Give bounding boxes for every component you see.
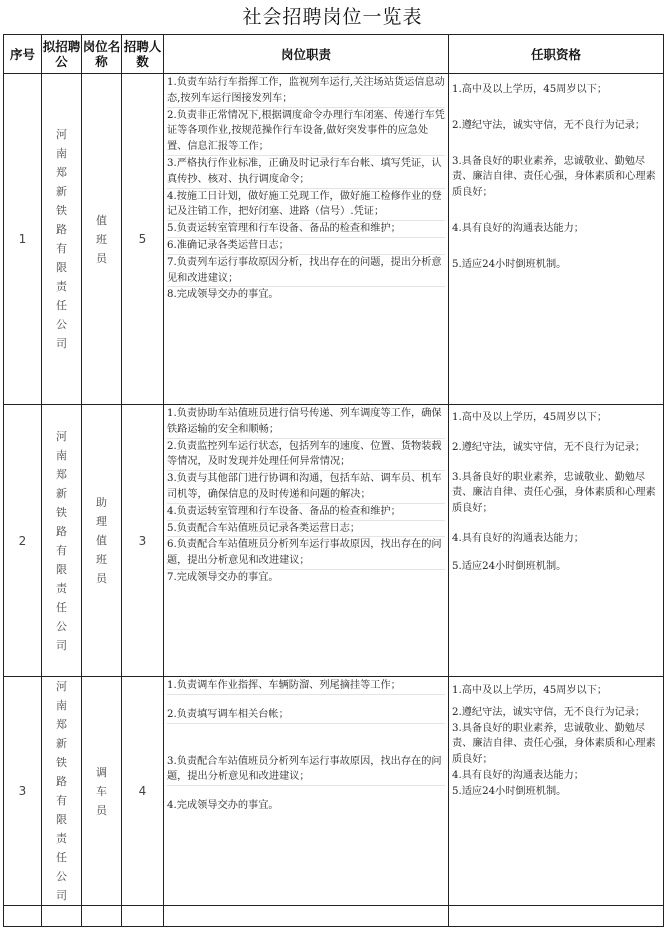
- header-position: 岗位名称: [82, 35, 122, 74]
- row-position: [82, 677, 122, 906]
- cutoff-cell: [42, 906, 82, 927]
- duty-item: 7.负责列车运行事故原因分析，找出存在的问题，提出分析意见和改进建议；: [167, 255, 445, 288]
- table-row-cutoff: [4, 906, 664, 927]
- requirement-item: 4.具有良好的沟通表达能力；: [452, 222, 584, 234]
- duty-item: 2.负责填写调车相关台帐；: [167, 707, 445, 724]
- duty-item: 6.负责配合车站值班员分析列车运行事故原因，找出存在的问题，提出分析意见和改进建议；: [167, 537, 445, 570]
- position-text: 助理值班员: [96, 496, 107, 585]
- cutoff-cell: [4, 906, 42, 927]
- recruitment-table: [3, 34, 664, 927]
- duty-item: 4.按施工日计划，做好施工兑现工作，做好施工检修作业的登记及注销工作，把好闭塞、进路（信号）.凭证；: [167, 189, 445, 222]
- row-requirements: [449, 74, 664, 405]
- duty-item: 5.负责配合车站值班员记录各类运营日志；: [167, 521, 445, 538]
- duty-item: 3.负责配合车站值班员分析列车运行事故原因，找出存在的问题，提出分析意见和改进建议；: [167, 754, 445, 787]
- table-row: [4, 405, 664, 677]
- requirement-item: 4.具有良好的沟通表达能力；: [452, 769, 584, 781]
- requirement-item: 1.高中及以上学历，45周岁以下；: [452, 412, 608, 423]
- row-number: 2: [4, 405, 42, 677]
- table-row: [4, 74, 664, 405]
- header-count: 招聘人数: [122, 35, 164, 74]
- requirement-item: 5.适应24小时倒班机制。: [452, 560, 567, 572]
- position-text: 调车员: [96, 765, 107, 817]
- duty-item: 4.完成领导交办的事宜。: [167, 800, 279, 812]
- duty-item: 1.负责协助车站值班员进行信号传递、列车调度等工作，确保铁路运输的安全和顺畅；: [167, 406, 445, 439]
- requirement-item: 2.遵纪守法，诚实守信，无不良行为记录；: [452, 119, 646, 131]
- duty-item: 2.负责监控列车运行状态，包括列车的速度、位置、货物装载等情况，及时发现并处理任何异常情况；: [167, 439, 445, 472]
- row-company: [42, 74, 82, 405]
- requirement-item: 1.高中及以上学历，45周岁以下；: [452, 685, 608, 696]
- row-requirements: [449, 677, 664, 906]
- duty-item: 3.严格执行作业标准，正确及时记录行车台帐、填写凭证，认真传抄、核对、执行调度命令；: [167, 156, 445, 189]
- company-text: 河南郑新铁路有限责任公司: [56, 680, 67, 902]
- row-position: [82, 74, 122, 405]
- row-count: 4: [122, 677, 164, 906]
- page-title: 社会招聘岗位一览表: [242, 6, 423, 28]
- duty-item: 4.负责运转室管理和行车设备、备品的检查和维护；: [167, 504, 445, 521]
- row-company: [42, 405, 82, 677]
- row-duties: [164, 677, 449, 906]
- requirement-item: 3.具备良好的职业素养，忠诚敬业、勤勉尽责、廉洁自律、责任心强，身体素质和心理素质良好；: [452, 471, 656, 515]
- header-company: 拟招聘公: [42, 35, 82, 74]
- row-number: 3: [4, 677, 42, 906]
- duty-item: 5.负责运转室管理和行车设备、备品的检查和维护；: [167, 221, 445, 238]
- row-requirements: [449, 405, 664, 677]
- cutoff-cell: [122, 906, 164, 927]
- duty-item: 2.负责非正常情况下,根据调度命令办理行车闭塞、传递行车凭证等各项作业,按规范操作行车设备,做好突发事件的应急处置、信息汇报等工作；: [167, 108, 445, 156]
- duty-item: 8.完成领导交办的事宜。: [167, 289, 279, 301]
- requirement-item: 5.适应24小时倒班机制。: [452, 785, 567, 797]
- duty-item: 1.负责调车作业指挥、车辆防溜、列尾摘挂等工作；: [167, 678, 445, 695]
- requirement-item: 1.高中及以上学历，45周岁以下；: [452, 84, 608, 95]
- requirement-item: 2.遵纪守法，诚实守信，无不良行为记录；: [452, 706, 646, 718]
- requirement-item: 3.具备良好的职业素养，忠诚敬业、勤勉尽责、廉洁自律、责任心强，身体素质和心理素质良好；: [452, 722, 656, 766]
- row-number: 1: [4, 74, 42, 405]
- row-count: 3: [122, 405, 164, 677]
- table-row: [4, 677, 664, 906]
- header-duties: 岗位职责: [164, 35, 449, 74]
- table-header-row: [4, 35, 664, 74]
- row-count: 5: [122, 74, 164, 405]
- company-text: 河南郑新铁路有限责任公司: [56, 128, 67, 350]
- header-number: 序号: [4, 35, 42, 74]
- duty-item: 6.准确记录各类运营日志；: [167, 238, 445, 255]
- row-position: [82, 405, 122, 677]
- requirement-item: 5.适应24小时倒班机制。: [452, 258, 567, 270]
- duty-item: 7.完成领导交办的事宜。: [167, 571, 279, 583]
- cutoff-cell: [164, 906, 449, 927]
- duty-item: 3.负责与其他部门进行协调和沟通，包括车站、调车员、机车司机等，确保信息的及时传递和问题的解决；: [167, 471, 445, 504]
- cutoff-cell: [449, 906, 664, 927]
- cutoff-cell: [82, 906, 122, 927]
- duty-item: 1.负责车站行车指挥工作，监视列车运行,关注场站货运信息动态,按列车运行图接发列车；: [167, 75, 445, 108]
- row-duties: [164, 405, 449, 677]
- position-text: 值班员: [96, 213, 107, 265]
- header-requirements: 任职资格: [449, 35, 664, 74]
- requirement-item: 4.具有良好的沟通表达能力；: [452, 532, 584, 544]
- row-duties: [164, 74, 449, 405]
- requirement-item: 3.具备良好的职业素养，忠诚敬业、勤勉尽责、廉洁自律、责任心强，身体素质和心理素质良好；: [452, 155, 656, 199]
- company-text: 河南郑新铁路有限责任公司: [56, 429, 67, 652]
- requirement-item: 2.遵纪守法，诚实守信，无不良行为记录；: [452, 441, 646, 453]
- row-company: [42, 677, 82, 906]
